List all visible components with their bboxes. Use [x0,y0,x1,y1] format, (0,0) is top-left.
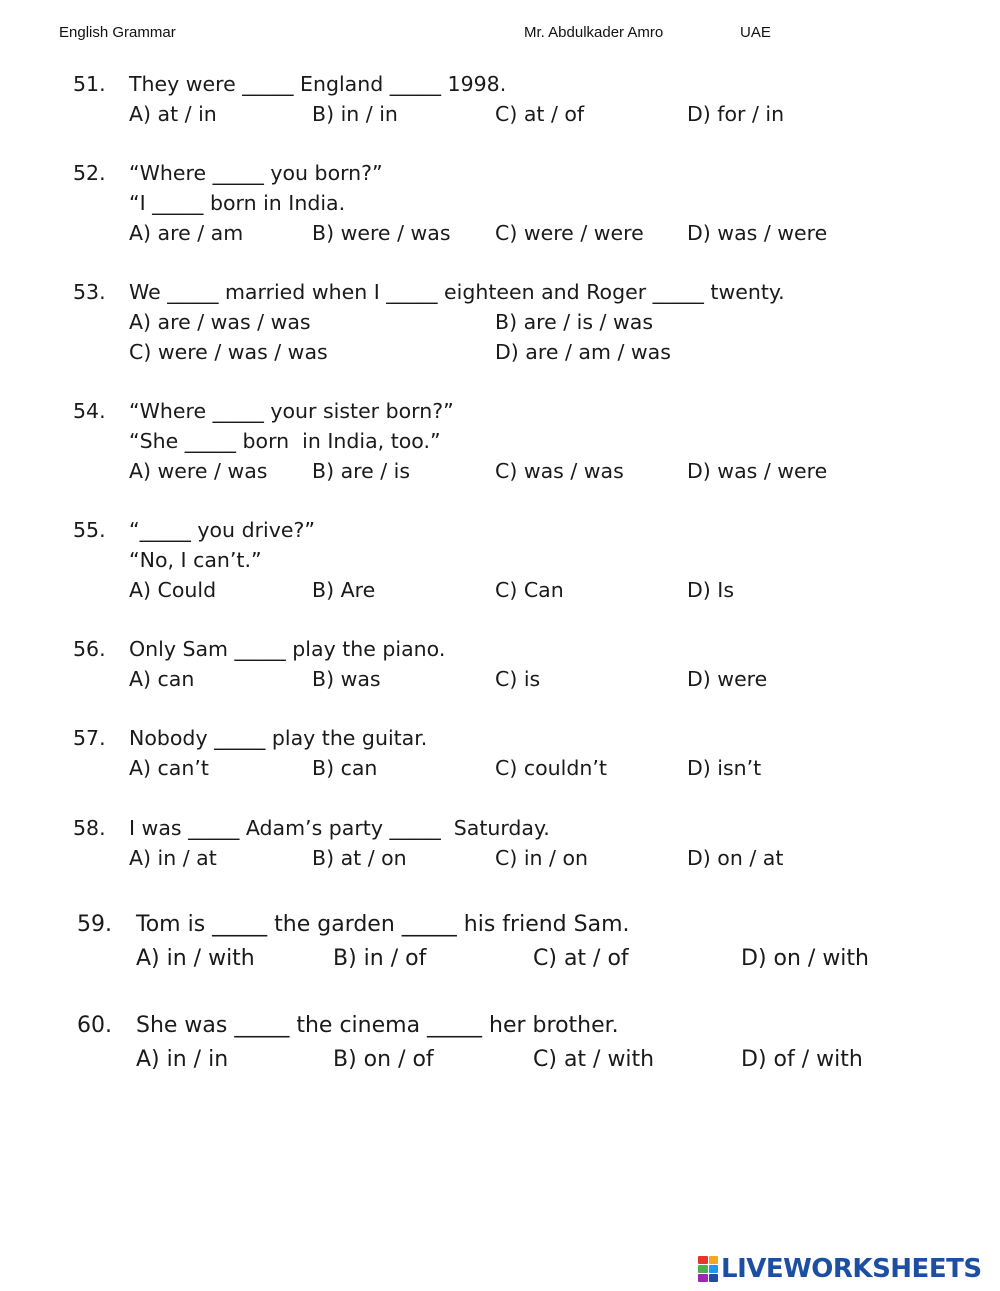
option-c[interactable]: C) at / with [533,1047,655,1072]
question-text: I was _____ Adam’s party _____ Saturday. [129,816,550,840]
option-c[interactable]: C) were / was / was [129,340,328,364]
option-a[interactable]: A) are / was / was [129,310,311,334]
option-a[interactable]: A) can [129,667,195,691]
question-text-line-2: “No, I can’t.” [129,548,262,572]
option-d[interactable]: D) was / were [687,459,828,483]
option-d[interactable]: D) were [687,667,768,691]
option-a[interactable]: A) were / was [129,459,268,483]
question-text: They were _____ England _____ 1998. [129,72,507,96]
header-right: UAE [740,24,771,41]
question-text: Only Sam _____ play the piano. [129,637,446,661]
question-number: 55. [73,518,106,542]
option-c[interactable]: C) couldn’t [495,756,607,780]
option-b[interactable]: B) Are [312,578,376,602]
question-text: We _____ married when I _____ eighteen and Roger _____ twenty. [129,280,785,304]
question-text: “Where _____ you born?” [129,161,383,185]
header-middle: Mr. Abdulkader Amro [524,24,664,41]
option-d[interactable]: D) are / am / was [495,340,671,364]
question-number: 60. [77,1013,112,1038]
option-d[interactable]: D) on / with [741,946,869,971]
question-text-line-2: “She _____ born in India, too.” [129,429,441,453]
option-c[interactable]: C) was / was [495,459,624,483]
option-c[interactable]: C) Can [495,578,564,602]
option-a[interactable]: A) Could [129,578,217,602]
option-b[interactable]: B) in / of [333,946,427,971]
option-a[interactable]: A) in / in [136,1047,229,1072]
header-left: English Grammar [59,24,176,41]
option-d[interactable]: D) for / in [687,102,785,126]
option-c[interactable]: C) at / of [533,946,629,971]
question-number: 59. [77,912,112,937]
option-b[interactable]: B) can [312,756,378,780]
option-b[interactable]: B) were / was [312,221,451,245]
question-number: 53. [73,280,106,304]
question-text: Tom is _____ the garden _____ his friend Sam. [136,912,630,937]
question-number: 51. [73,72,106,96]
option-b[interactable]: B) are / is / was [495,310,653,334]
option-a[interactable]: A) at / in [129,102,217,126]
option-d[interactable]: D) Is [687,578,735,602]
option-d[interactable]: D) isn’t [687,756,762,780]
option-b[interactable]: B) at / on [312,846,407,870]
option-b[interactable]: B) are / is [312,459,411,483]
question-text: “_____ you drive?” [129,518,315,542]
option-a[interactable]: A) can’t [129,756,209,780]
brand-text: LIVEWORKSHEETS [721,1254,982,1284]
liveworksheets-brand[interactable] [698,1252,982,1286]
question-text: “Where _____ your sister born?” [129,399,454,423]
option-d[interactable]: D) on / at [687,846,784,870]
option-a[interactable]: A) in / at [129,846,217,870]
question-text: She was _____ the cinema _____ her brother. [136,1013,619,1038]
option-a[interactable]: A) are / am [129,221,244,245]
question-number: 56. [73,637,106,661]
question-text-line-2: “I _____ born in India. [129,191,346,215]
option-c[interactable]: C) is [495,667,541,691]
question-number: 54. [73,399,106,423]
option-b[interactable]: B) in / in [312,102,398,126]
question-number: 57. [73,726,106,750]
option-d[interactable]: D) of / with [741,1047,863,1072]
option-a[interactable]: A) in / with [136,946,255,971]
liveworksheets-logo-icon [698,1256,718,1282]
question-text: Nobody _____ play the guitar. [129,726,428,750]
option-b[interactable]: B) on / of [333,1047,434,1072]
option-c[interactable]: C) were / were [495,221,644,245]
option-c[interactable]: C) in / on [495,846,588,870]
option-c[interactable]: C) at / of [495,102,585,126]
question-number: 58. [73,816,106,840]
question-number: 52. [73,161,106,185]
option-d[interactable]: D) was / were [687,221,828,245]
option-b[interactable]: B) was [312,667,381,691]
